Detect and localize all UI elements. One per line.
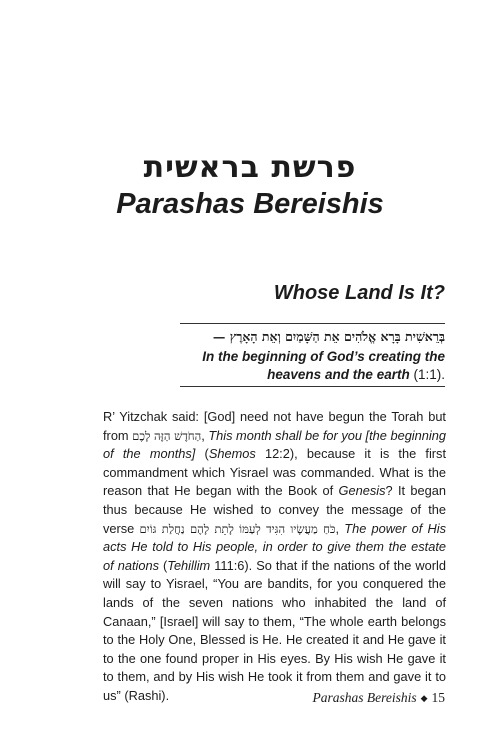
verse-hebrew: בְּרֵאשִׁית בָּרָא אֱלֹהִים אֵת הַשָּׁמַיִם וְאֵת הָאָרֶץ —: [212, 329, 445, 344]
body-text: ? It began thus because He wished to convey the message of the verse: [103, 483, 446, 536]
verse-block: [180, 323, 445, 387]
verse-reference: (1:1).: [413, 367, 445, 382]
italic-translation: The power of His acts He told to His people, in order to give them the estate of nations: [103, 520, 446, 573]
italic-translation: This month shall be for you [the beginning of the months]: [103, 427, 446, 462]
book-name: Tehillim: [167, 557, 211, 573]
body-text: 12:2), because it is the first commandment which Yisrael was commanded. What is the reason that He began with the Book of: [103, 446, 447, 499]
commentary-paragraph: [103, 408, 446, 706]
body-text: ,: [335, 520, 345, 536]
diamond-icon: ◆: [420, 693, 428, 703]
hebrew-quote: הַחֹדֶשׁ הַזֶּה לָכֶם: [132, 428, 202, 443]
english-parasha-title: Parashas Bereishis: [116, 188, 384, 220]
body-text: 111:6). So that if the nations of the world will say to Yisrael, “You are bandits, for you conquered the lands of the seven nations who inhabited the land of Canaan,” [Israel] will say to them, “The whole earth belongs to the Holy One, Blessed is He. He created it and He gave it to the one found proper in His eyes. By His wish He gave it to them, and by His wish He took it from them and gave it to us” (Rashi).: [103, 557, 446, 703]
page-footer: [312, 690, 445, 706]
body-text: (: [158, 557, 168, 573]
verse-english: In the beginning of God’s creating the heavens and the earth: [202, 349, 445, 382]
section-heading: Whose Land Is It?: [273, 282, 445, 304]
book-name: Genesis: [338, 483, 386, 499]
body-text: ,: [201, 427, 209, 443]
book-name: Shemos: [208, 446, 256, 462]
page-number: 15: [431, 690, 445, 705]
verse-english-line: [180, 348, 445, 384]
body-text: R’ Yitzchak said: [God] need not have begun the Torah but from: [103, 409, 446, 443]
body-text: (: [195, 446, 209, 462]
hebrew-parasha-title: פרשת בראשית: [143, 150, 357, 185]
running-title: Parashas Bereishis: [312, 690, 417, 705]
hebrew-quote: כֹּחַ מַעֲשָׂיו הִגִּיד לְעַמּוֹ לָתֵת לָהֶם נַחֲלַת גּוֹיִם: [139, 521, 336, 536]
